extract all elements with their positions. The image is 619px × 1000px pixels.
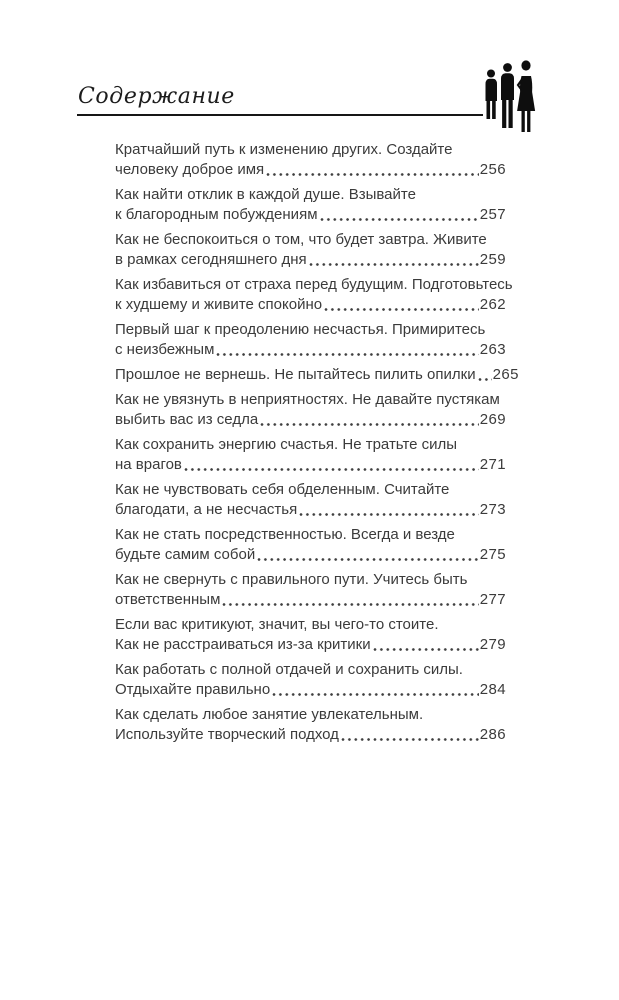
toc-entry-text-line: Как работать с полной отдачей и сохранить силы. bbox=[115, 661, 463, 678]
business-people-silhouette-icon bbox=[478, 56, 545, 136]
toc-entry-lastline bbox=[115, 160, 506, 180]
man-silhouette bbox=[501, 63, 514, 128]
toc-entry-prelines bbox=[115, 230, 506, 250]
dotted-leader bbox=[320, 217, 479, 222]
toc-entry-lastline bbox=[115, 340, 506, 360]
dotted-leader bbox=[478, 377, 492, 382]
toc-entry-text-line: Как не беспокоиться о том, что будет завтра. Живите bbox=[115, 231, 487, 248]
dotted-leader bbox=[341, 737, 479, 742]
dotted-leader bbox=[184, 467, 479, 472]
toc-entry-prelines bbox=[115, 320, 506, 340]
dotted-leader bbox=[260, 422, 479, 427]
toc-entry-text-line: Кратчайший путь к изменению других. Создайте bbox=[115, 141, 453, 158]
toc-entry-prelines bbox=[115, 140, 506, 160]
toc-page-number: 259 bbox=[479, 251, 506, 268]
toc-entry-lastline bbox=[115, 725, 506, 745]
toc-entry-text-line: Как не свернуть с правильного пути. Учитесь быть bbox=[115, 571, 468, 588]
toc-entry bbox=[115, 230, 506, 270]
toc-page-number: 256 bbox=[479, 161, 506, 178]
toc-entry-prelines bbox=[115, 525, 506, 545]
toc-page-number: 279 bbox=[479, 636, 506, 653]
toc-entry bbox=[115, 320, 506, 360]
toc-entry-prelines bbox=[115, 390, 506, 410]
toc-entry-prelines bbox=[115, 435, 506, 455]
toc-entry-text-line: Как не чувствовать себя обделенным. Считайте bbox=[115, 481, 450, 498]
toc-entry-last-text: человеку доброе имя bbox=[115, 161, 265, 178]
toc-entry-text-line: Как сохранить энергию счастья. Не тратьте силы bbox=[115, 436, 458, 453]
toc-page-number: 286 bbox=[479, 726, 506, 743]
toc-entry bbox=[115, 435, 506, 475]
toc-entry-lastline bbox=[115, 295, 506, 315]
toc-page-number: 271 bbox=[479, 456, 506, 473]
toc-page-number: 284 bbox=[479, 681, 506, 698]
dotted-leader bbox=[222, 602, 478, 607]
dotted-leader bbox=[299, 512, 479, 517]
toc-entry-text-line: Как не увязнуть в неприятностях. Не давайте пустякам bbox=[115, 391, 500, 408]
woman-silhouette bbox=[517, 60, 535, 132]
toc-entry-last-text: Как не расстраиваться из-за критики bbox=[115, 636, 371, 653]
toc-entry-lastline bbox=[115, 205, 506, 225]
toc-entry-last-text: Используйте творческий подход bbox=[115, 726, 339, 743]
toc-entry-last-text: Прошлое не вернешь. Не пытайтесь пилить опилки bbox=[115, 366, 476, 383]
toc-entry-prelines bbox=[115, 570, 506, 590]
toc-entry-last-text: выбить вас из седла bbox=[115, 411, 259, 428]
toc-page-number: 269 bbox=[479, 411, 506, 428]
toc-page-number: 265 bbox=[492, 366, 519, 383]
toc-page-number: 273 bbox=[479, 501, 506, 518]
toc-entry-last-text: в рамках сегодняшнего дня bbox=[115, 251, 307, 268]
toc-entry-last-text: на врагов bbox=[115, 456, 182, 473]
header-rule bbox=[77, 114, 483, 116]
toc-entry bbox=[115, 570, 506, 610]
toc-entry-text-line: Если вас критикуют, значит, вы чего-то стоите. bbox=[115, 616, 439, 633]
toc-entry-last-text: к худшему и живите спокойно bbox=[115, 296, 323, 313]
toc-entry bbox=[115, 390, 506, 430]
toc-entry-lastline bbox=[115, 410, 506, 430]
toc-entry bbox=[115, 275, 513, 315]
dotted-leader bbox=[266, 172, 479, 177]
toc-entry-lastline bbox=[115, 250, 506, 270]
toc-entry bbox=[115, 705, 506, 745]
toc-entry-lastline bbox=[115, 455, 506, 475]
toc-entry bbox=[115, 365, 519, 385]
toc-entry bbox=[115, 185, 506, 225]
toc-entry bbox=[115, 140, 506, 180]
toc-list bbox=[115, 140, 519, 750]
toc-entry-last-text: благодати, а не несчастья bbox=[115, 501, 298, 518]
toc-entry-lastline bbox=[115, 635, 506, 655]
toc-entry-prelines bbox=[115, 185, 506, 205]
toc-entry bbox=[115, 480, 506, 520]
toc-entry bbox=[115, 615, 506, 655]
dotted-leader bbox=[309, 262, 479, 267]
toc-page-number: 263 bbox=[479, 341, 506, 358]
toc-entry-prelines bbox=[115, 275, 513, 295]
dotted-leader bbox=[257, 557, 479, 562]
toc-entry-text-line: Как избавиться от страха перед будущим. Подготовьтесь bbox=[115, 276, 513, 293]
toc-entry-prelines bbox=[115, 705, 506, 725]
toc-page-number: 257 bbox=[479, 206, 506, 223]
toc-entry-lastline bbox=[115, 365, 519, 385]
toc-entry bbox=[115, 525, 506, 565]
dotted-leader bbox=[216, 352, 478, 357]
dotted-leader bbox=[373, 647, 479, 652]
toc-entry-prelines bbox=[115, 480, 506, 500]
toc-entry-text-line: Как найти отклик в каждой душе. Взывайте bbox=[115, 186, 416, 203]
toc-entry-text-line: Первый шаг к преодолению несчастья. Примиритесь bbox=[115, 321, 486, 338]
toc-entry-prelines bbox=[115, 660, 506, 680]
toc-entry-lastline bbox=[115, 500, 506, 520]
toc-page-number: 275 bbox=[479, 546, 506, 563]
toc-entry-last-text: с неизбежным bbox=[115, 341, 215, 358]
toc-entry-lastline bbox=[115, 545, 506, 565]
toc-entry-prelines bbox=[115, 615, 506, 635]
dotted-leader bbox=[272, 692, 479, 697]
toc-entry-text-line: Как сделать любое занятие увлекательным. bbox=[115, 706, 424, 723]
toc-entry-text-line: Как не стать посредственностью. Всегда и везде bbox=[115, 526, 455, 543]
man-silhouette bbox=[486, 70, 498, 120]
toc-entry-lastline bbox=[115, 680, 506, 700]
toc-page-number: 277 bbox=[479, 591, 506, 608]
toc-entry bbox=[115, 660, 506, 700]
toc-entry-last-text: Отдыхайте правильно bbox=[115, 681, 271, 698]
toc-entry-last-text: ответственным bbox=[115, 591, 221, 608]
toc-entry-lastline bbox=[115, 590, 506, 610]
toc-entry-last-text: будьте самим собой bbox=[115, 546, 256, 563]
page-title: Содержание bbox=[78, 84, 235, 109]
toc-entry-last-text: к благородным побуждениям bbox=[115, 206, 318, 223]
dotted-leader bbox=[324, 307, 479, 312]
toc-page-number: 262 bbox=[479, 296, 506, 313]
